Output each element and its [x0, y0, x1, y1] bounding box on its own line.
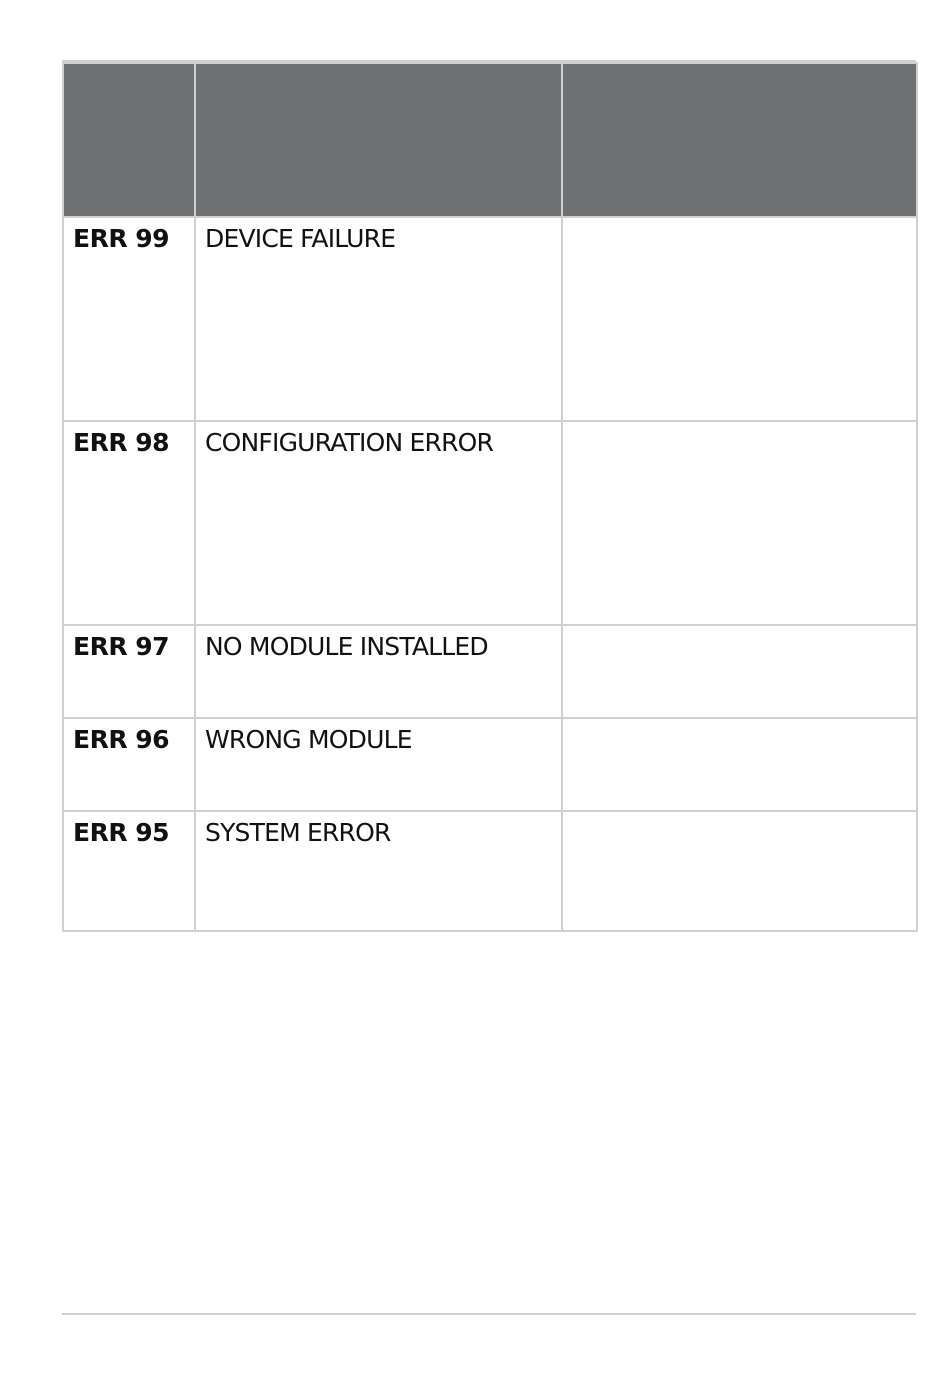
error-description: DEVICE FAILURE — [195, 217, 562, 421]
table-row — [63, 718, 917, 811]
error-remedy — [562, 625, 917, 718]
error-code: ERR 95 — [63, 811, 195, 931]
error-code: ERR 99 — [63, 217, 195, 421]
table-header-row — [63, 63, 917, 217]
error-description: NO MODULE INSTALLED — [195, 625, 562, 718]
error-description: CONFIGURATION ERROR — [195, 421, 562, 625]
header-cell-description — [195, 63, 562, 217]
error-remedy — [562, 217, 917, 421]
header-cell-code — [63, 63, 195, 217]
error-remedy — [562, 718, 917, 811]
table-row — [63, 625, 917, 718]
error-description: WRONG MODULE — [195, 718, 562, 811]
error-code: ERR 97 — [63, 625, 195, 718]
table-row — [63, 811, 917, 931]
error-code: ERR 98 — [63, 421, 195, 625]
header-cell-remedy — [562, 63, 917, 217]
table-row — [63, 421, 917, 625]
error-description: SYSTEM ERROR — [195, 811, 562, 931]
footer-rule — [62, 1313, 916, 1315]
error-remedy — [562, 811, 917, 931]
table-row — [63, 217, 917, 421]
error-code: ERR 96 — [63, 718, 195, 811]
error-remedy — [562, 421, 917, 625]
error-code-table — [62, 62, 918, 932]
